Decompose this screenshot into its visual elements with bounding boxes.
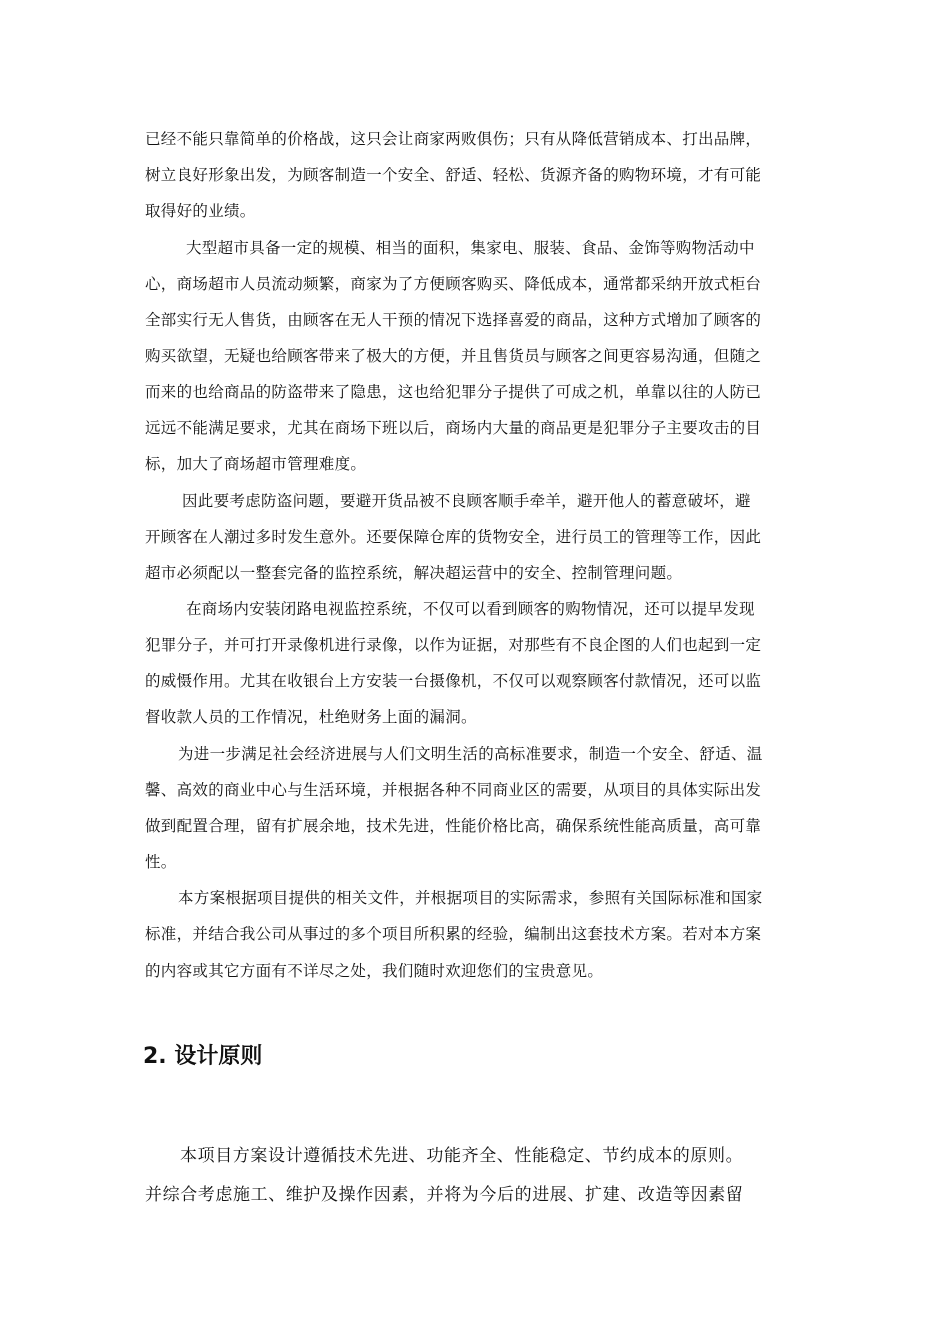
body-text-line: 树立良好形象出发，为顾客制造一个安全、舒适、轻松、货源齐备的购物环境，才有可能 (145, 166, 762, 184)
paragraph-first-line: 本方案根据项目提供的相关文件，并根据项目的实际需求，参照有关国际标准和国家 (178, 889, 763, 907)
body-text-line: 并综合考虑施工、维护及操作因素，并将为今后的进展、扩建、改造等因素留 (145, 1185, 744, 1205)
body-text-line: 做到配置合理，留有扩展余地，技术先进，性能价格比高，确保系统性能高质量，高可靠 (145, 817, 762, 835)
body-text-line: 的威慑作用。尤其在收银台上方安装一台摄像机，不仅可以观察顾客付款情况，还可以监 (145, 672, 762, 690)
body-text-line: 心，商场超市人员流动频繁，商家为了方便顾客购买、降低成本，通常都采纳开放式柜台 (145, 275, 762, 293)
body-text-line: 购买欲望，无疑也给顾客带来了极大的方便，并且售货员与顾客之间更容易沟通，但随之 (145, 347, 762, 365)
paragraph-first-line: 在商场内安装闭路电视监控系统，不仅可以看到顾客的购物情况，还可以提早发现 (186, 600, 755, 618)
section-heading: 2. 设计原则 (143, 1044, 263, 1069)
paragraph-first-line: 为进一步满足社会经济进展与人们文明生活的高标准要求，制造一个安全、舒适、温 (178, 745, 763, 763)
paragraph-first-line: 本项目方案设计遵循技术先进、功能齐全、性能稳定、节约成本的原则。 (180, 1146, 744, 1166)
body-text-line: 犯罪分子，并可打开录像机进行录像，以作为证据，对那些有不良企图的人们也起到一定 (145, 636, 762, 654)
body-text-line: 督收款人员的工作情况，杜绝财务上面的漏洞。 (145, 708, 477, 726)
body-text-line: 已经不能只靠简单的价格战，这只会让商家两败俱伤；只有从降低营销成本、打出品牌， (145, 130, 762, 148)
paragraph-first-line: 大型超市具备一定的规模、相当的面积，集家电、服装、食品、金饰等购物活动中 (186, 239, 755, 257)
body-text-line: 标，加大了商场超市管理难度。 (145, 455, 367, 473)
body-text-line: 馨、高效的商业中心与生活环境，并根据各种不同商业区的需要，从项目的具体实际出发 (145, 781, 762, 799)
body-text-line: 性。 (145, 853, 177, 871)
body-text-line: 而来的也给商品的防盗带来了隐患，这也给犯罪分子提供了可成之机，单靠以往的人防已 (145, 383, 762, 401)
body-text-line: 标准，并结合我公司从事过的多个项目所积累的经验，编制出这套技术方案。若对本方案 (145, 925, 762, 943)
body-text-line: 开顾客在人潮过多时发生意外。还要保障仓库的货物安全，进行员工的管理等工作，因此 (145, 528, 762, 546)
body-text-line: 远远不能满足要求，尤其在商场下班以后，商场内大量的商品更是犯罪分子主要攻击的目 (145, 419, 762, 437)
body-text-line: 全部实行无人售货，由顾客在无人干预的情况下选择喜爱的商品，这种方式增加了顾客的 (145, 311, 762, 329)
paragraph-first-line: 因此要考虑防盗问题，要避开货品被不良顾客顺手牵羊，避开他人的蓄意破坏，避 (182, 492, 751, 510)
body-text-line: 取得好的业绩。 (145, 202, 256, 220)
body-text-line: 超市必须配以一整套完备的监控系统，解决超运营中的安全、控制管理问题。 (145, 564, 683, 582)
body-text-line: 的内容或其它方面有不详尽之处，我们随时欢迎您们的宝贵意见。 (145, 962, 604, 980)
